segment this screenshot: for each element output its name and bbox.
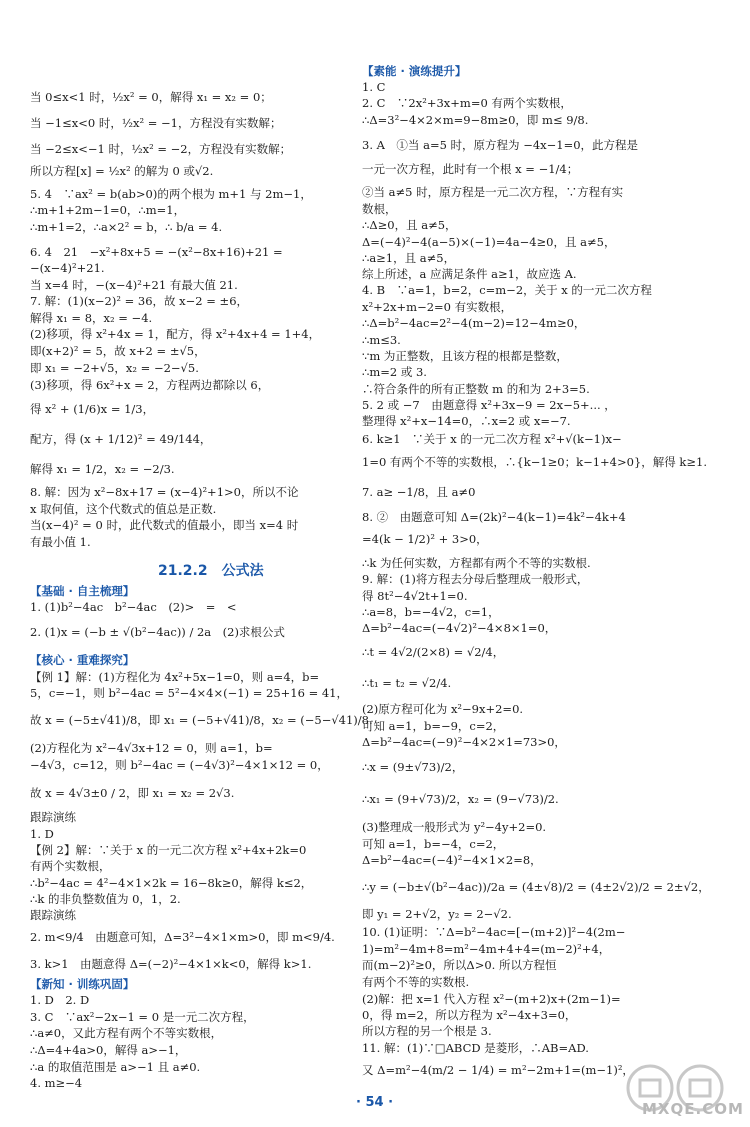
text-line: ∴Δ=4+4a>0，解得 a>−1， (30, 1043, 187, 1057)
text-line: (2)原方程可化为 x²−9x+2=0. (362, 702, 524, 716)
text-line: 5. 2 或 −7 由题意得 x²+3x−9 = 2x−5+... ， (362, 398, 616, 412)
text-line: Δ=b²−4ac=(−9)²−4×2×1=73>0， (362, 735, 566, 749)
text-line: 8. ② 由题意可知 Δ=(2k)²−4(k−1)=4k²−4k+4 (362, 510, 626, 524)
text-line: Δ=b²−4ac=(−4)²−4×1×2=8， (362, 853, 542, 867)
text-line: (2)移项，得 x²+4x = 1，配方，得 x²+4x+4 = 1+4， (30, 327, 321, 341)
text-line: 数根， (362, 202, 397, 216)
text-line: 当 −1≤x<0 时，½x² = −1，方程没有实数解； (30, 116, 282, 130)
text-line: 9. 解：(1)将方程去分母后整理成一般形式， (362, 572, 589, 586)
text-line: ∴k 的非负整数值为 0，1，2. (30, 892, 181, 906)
text-line: 1. D 2. D (30, 993, 90, 1007)
text-line: 4. B ∵a=1，b=2，c=m−2，关于 x 的一元二次方程 (362, 283, 652, 297)
text-line: 可知 a=1，b=−4，c=2， (362, 837, 505, 851)
section-tag: 【基础 · 自主梳理】 (30, 584, 135, 598)
text-line: 又 Δ=m²−4(m/2 − 1/4) = m²−2m+1=(m−1)²， (362, 1063, 634, 1077)
text-line: ∴a≠0，又此方程有两个不等实数根， (30, 1026, 223, 1040)
text-line: 即 y₁ = 2+√2，y₂ = 2−√2. (362, 907, 512, 921)
text-line: 【例 1】解：(1)方程化为 4x²+5x−1=0，则 a=4，b= (30, 670, 320, 684)
text-line: ∴Δ=b²−4ac=2²−4(m−2)=12−4m≥0， (362, 316, 586, 330)
section-tag: 【素能 · 演练提升】 (362, 64, 467, 78)
text-line: ∴m+1=2，∴a×2² = b，∴ b/a = 4. (30, 220, 223, 234)
text-line: ∴k 为任何实数，方程都有两个不等的实数根. (362, 556, 591, 570)
text-line: 当 x=4 时，−(x−4)²+21 有最大值 21. (30, 278, 238, 292)
text-line: 整理得 x²+x−14=0，∴x=2 或 x=−7. (362, 414, 571, 428)
text-line: x 取何值，这个代数式的值总是正数. (30, 502, 217, 516)
text-line: 解得 x₁ = 1/2，x₂ = −2/3. (30, 462, 175, 476)
text-line: ∴x = (9±√73)/2， (362, 760, 464, 774)
text-line: 【例 2】解：∵关于 x 的一元二次方程 x²+4x+2k=0 (30, 843, 307, 857)
text-line: 3. C ∵ax²−2x−1 = 0 是一元二次方程， (30, 1010, 255, 1024)
text-line: 5，c=−1，则 b²−4ac = 5²−4×4×(−1) = 25+16 = 41， (30, 686, 348, 700)
text-line: 跟踪演练 (30, 908, 76, 922)
page-number: · 54 · (356, 1095, 394, 1110)
text-line: 有两个不等的实数根. (362, 975, 470, 989)
text-line: 7. a≥ −1/8，且 a≠0 (362, 485, 476, 499)
text-line: (2)方程化为 x²−4√3x+12 = 0，则 a=1，b= (30, 741, 273, 755)
text-line: ∴x₁ = (9+√73)/2，x₂ = (9−√73)/2. (362, 792, 559, 806)
text-line: (2)解：把 x=1 代入方程 x²−(m+2)x+(2m−1)= (362, 992, 621, 1006)
text-line: ∴m+1+2m−1=0，∴m=1， (30, 203, 186, 217)
text-line: 解得 x₁ = 8，x₂ = −4. (30, 311, 153, 325)
text-line: 所以方程的另一个根是 3. (362, 1024, 492, 1038)
text-line: 有两个实数根， (30, 859, 111, 873)
text-line: 3. A ①当 a=5 时，原方程为 −4x−1=0，此方程是 (362, 138, 639, 152)
text-line: ∴y = (−b±√(b²−4ac))/2a = (4±√8)/2 = (4±2√2)/2 = 2±√2， (362, 880, 710, 894)
text-line: −(x−4)²+21. (30, 261, 105, 275)
text-line: ②当 a≠5 时，原方程是一元二次方程，∵方程有实 (362, 185, 624, 199)
text-line: =4(k − 1/2)² + 3>0， (362, 532, 488, 546)
section-tag: 【核心 · 重难探究】 (30, 653, 135, 667)
text-line: 跟踪演练 (30, 810, 76, 824)
text-line: ∴m≤3. (362, 333, 401, 347)
text-line: 即 x₁ = −2+√5，x₂ = −2−√5. (30, 361, 199, 375)
text-line: Δ=b²−4ac=(−4√2)²−4×8×1=0， (362, 621, 557, 635)
text-line: 1=0 有两个不等的实数根，∴{k−1≥0；k−1+4>0}，解得 k≥1. (362, 455, 707, 469)
text-line: ∴m=2 或 3. (362, 365, 427, 379)
text-line: 配方，得 (x + 1/12)² = 49/144， (30, 432, 212, 446)
text-line: −4√3，c=12，则 b²−4ac = (−4√3)²−4×1×12 = 0， (30, 758, 329, 772)
text-line: 1. C (362, 80, 386, 94)
text-line: 当 0≤x<1 时，½x² = 0，解得 x₁ = x₂ = 0； (30, 90, 272, 104)
text-line: 2. C ∵2x²+3x+m=0 有两个实数根， (362, 96, 572, 110)
text-line: 2. (1)x = (−b ± √(b²−4ac)) / 2a (2)求根公式 (30, 625, 285, 639)
text-line: 故 x = 4√3±0 / 2，即 x₁ = x₂ = 2√3. (30, 786, 235, 800)
text-line: 得 8t²−4√2t+1=0. (362, 589, 468, 603)
text-line: 即(x+2)² = 5，故 x+2 = ±√5， (30, 344, 206, 358)
text-line: (3)整理成一般形式为 y²−4y+2=0. (362, 820, 547, 834)
text-line: 综上所述，a 应满足条件 a≥1，故应选 A. (362, 267, 577, 281)
text-line: 8. 解：因为 x²−8x+17 = (x−4)²+1>0，所以不论 (30, 485, 299, 499)
text-line: ∴a 的取值范围是 a>−1 且 a≠0. (30, 1060, 201, 1074)
text-line: 6. k≥1 ∵关于 x 的一元二次方程 x²+√(k−1)x− (362, 432, 622, 446)
text-line: ∴Δ=3²−4×2×m=9−8m≥0，即 m≤ 9/8. (362, 113, 589, 127)
text-line: 得 x² + (1/6)x = 1/3， (30, 402, 155, 416)
text-line: 1)=m²−4m+8=m²−4m+4+4=(m−2)²+4， (362, 942, 611, 956)
text-line: 所以方程[x] = ½x² 的解为 0 或√2. (30, 164, 214, 178)
section-tag: 【新知 · 训练巩固】 (30, 977, 135, 991)
text-line: 2. m<9/4 由题意可知，Δ=3²−4×1×m>0，即 m<9/4. (30, 930, 335, 944)
text-line: 11. 解：(1)∵□ABCD 是菱形，∴AB=AD. (362, 1041, 589, 1055)
text-line: 3. k>1 由题意得 Δ=(−2)²−4×1×k<0，解得 k>1. (30, 957, 312, 971)
text-line: (3)移项，得 6x²+x = 2，方程两边都除以 6， (30, 378, 270, 392)
text-line: 10. (1)证明：∵Δ=b²−4ac=[−(m+2)]²−4(2m− (362, 925, 626, 939)
text-line: ∴符合条件的所有正整数 m 的和为 2+3=5. (362, 382, 590, 396)
text-line: 1. D (30, 827, 54, 841)
text-line: 而(m−2)²≥0，所以Δ>0. 所以方程恒 (362, 958, 557, 972)
watermark-text: MXQE.COM (642, 1100, 744, 1118)
text-line: 一元一次方程，此时有一个根 x = −1/4； (362, 162, 579, 176)
text-line: Δ=(−4)²−4(a−5)×(−1)=4a−4≥0，且 a≠5， (362, 235, 616, 249)
text-line: ∵m 为正整数，且该方程的根都是整数， (362, 349, 568, 363)
section-title: 21.2.2 公式法 (158, 563, 264, 579)
text-line: 7. 解：(1)(x−2)² = 36，故 x−2 = ±6， (30, 294, 249, 308)
text-line: 1. (1)b²−4ac b²−4ac (2)> = < (30, 600, 237, 614)
text-line: 当(x−4)² = 0 时，此代数式的值最小，即当 x=4 时 (30, 518, 299, 532)
text-line: 故 x = (−5±√41)/8，即 x₁ = (−5+√41)/8，x₂ = (−5−√41)/8. (30, 713, 373, 727)
text-line: ∴a≥1，且 a≠5， (362, 251, 456, 265)
text-line: ∴Δ≥0，且 a≠5， (362, 218, 457, 232)
text-line: ∴a=8，b=−4√2，c=1， (362, 605, 500, 619)
text-line: 可知 a=1，b=−9，c=2， (362, 719, 505, 733)
text-line: ∴b²−4ac = 4²−4×1×2k = 16−8k≥0，解得 k≤2， (30, 876, 313, 890)
text-line: ∴t = 4√2/(2×8) = √2/4， (362, 645, 505, 659)
text-line: 0，得 m=2，所以方程为 x²−4x+3=0， (362, 1008, 577, 1022)
text-line: 5. 4 ∵ax² = b(ab>0)的两个根为 m+1 与 2m−1， (30, 187, 312, 201)
text-line: 4. m≥−4 (30, 1076, 83, 1090)
text-line: 有最小值 1. (30, 535, 91, 549)
text-line: 当 −2≤x<−1 时，½x² = −2，方程没有实数解； (30, 142, 292, 156)
text-line: ∴t₁ = t₂ = √2/4. (362, 676, 452, 690)
text-line: 6. 4 21 −x²+8x+5 = −(x²−8x+16)+21 = (30, 245, 283, 259)
text-line: x²+2x+m−2=0 有实数根， (362, 300, 513, 314)
